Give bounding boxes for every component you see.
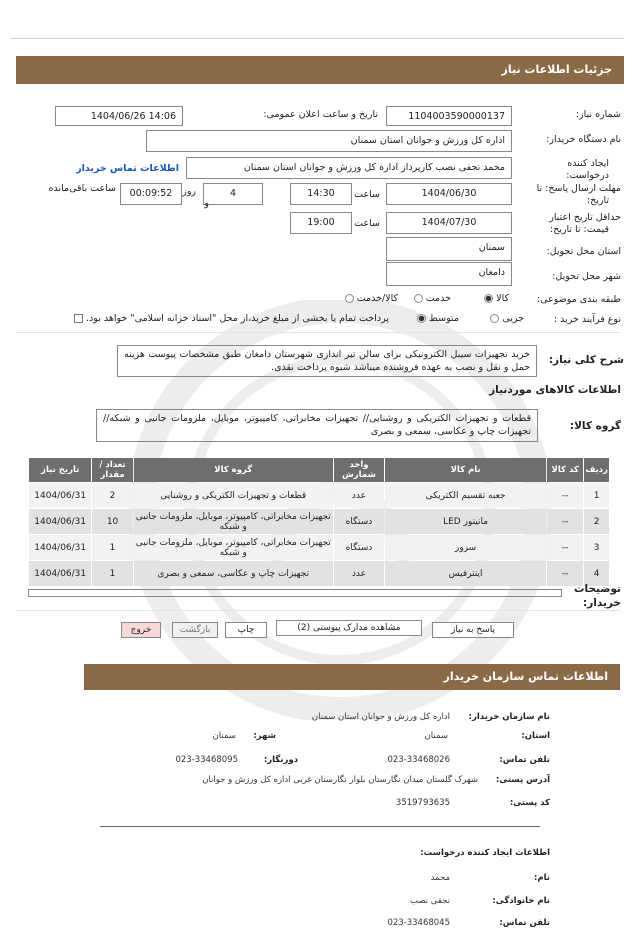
cell-row: 1: [584, 483, 609, 508]
cell-date: 1404/06/31: [29, 561, 91, 586]
back-button[interactable]: بازگشت: [172, 622, 218, 638]
cell-group: تجهیزات چاپ و عکاسی، سمعی و بصری: [134, 561, 333, 586]
print-button[interactable]: چاپ: [225, 622, 267, 638]
col-unit: واحد شمارش: [334, 458, 384, 482]
treasury-payment-checkbox[interactable]: [74, 314, 83, 323]
table-row: [29, 483, 609, 508]
goods-group-text: قطعات و تجهیزات الکتریکی و روشنایی// تجهیزات مخابراتی، کامپیوتر، موبایل، ملزومات جانبی و شبکه// تجهیزات چاپ و عکاسی، سمعی و بصری: [96, 409, 538, 442]
goods-group-label: گروه کالا:: [569, 420, 621, 432]
attachments-button[interactable]: مشاهده مدارک پیوستی (2): [276, 620, 422, 636]
contact-address-value: شهرک گلستان میدان نگارستان بلوار نگارستان غربی اداره کل ورزش و جوانان: [202, 775, 478, 785]
province-label: استان محل تحویل:: [546, 246, 621, 257]
items-table-wrap: [28, 457, 610, 587]
cell-unit: عدد: [334, 561, 384, 586]
creator-phone-label: تلفن تماس:: [499, 918, 550, 928]
col-group: گروه کالا: [134, 458, 333, 482]
validity-label-2: قیمت: تا تاریخ:: [549, 224, 609, 235]
need-number-field: 1104003590000137: [386, 106, 512, 126]
contact-city-value: سمنان: [212, 731, 236, 741]
category-option-both-label: کالا/خدمت: [356, 293, 398, 304]
days-label: روز: [182, 186, 196, 197]
section-divider: [16, 332, 620, 333]
col-date: تاریخ نیاز: [29, 458, 91, 482]
buyer-org-field: اداره کل ورزش و جوانان استان سمنان: [146, 130, 512, 152]
cell-code: --: [547, 535, 583, 560]
remaining-time-label: ساعت باقی‌مانده: [48, 183, 116, 194]
cell-group: تجهیزات مخابراتی، کامپیوتر، موبایل، ملزومات جانبی و شبکه: [134, 535, 333, 560]
cell-name: سرور: [385, 535, 546, 560]
province-field: سمنان: [386, 237, 512, 261]
reply-deadline-label-1: مهلت ارسال پاسخ: تا: [536, 183, 621, 194]
reply-date-field: 1404/06/30: [386, 183, 512, 205]
buyer-notes-label-2: خریدار:: [583, 597, 621, 609]
city-label: شهر محل تحویل:: [552, 271, 621, 282]
creator-last-name-value: نجفی نصب: [409, 896, 450, 906]
announce-field: 1404/06/26 14:06: [55, 106, 183, 126]
reply-time-label: ساعت: [354, 189, 380, 200]
contact-postal-label: کد پستی:: [509, 798, 550, 808]
goods-info-title: اطلاعات کالاهای موردنیاز: [489, 384, 621, 396]
table-row: [29, 509, 609, 534]
top-divider: [10, 38, 624, 39]
table-row: [29, 561, 609, 586]
contact-org-value: اداره کل ورزش و جوانان استان سمنان: [311, 712, 450, 722]
col-code: کد کالا: [547, 458, 583, 482]
cell-qty: 1: [92, 535, 132, 560]
process-option-minor-label: جزیی: [502, 313, 524, 324]
process-option-minor[interactable]: [490, 313, 524, 324]
category-option-goods-label: کالا: [496, 293, 509, 304]
buyer-notes-label-1: توضیحات: [573, 583, 621, 595]
contact-org-label: نام سازمان خریدار:: [468, 712, 550, 722]
creator-first-name-label: نام:: [533, 873, 550, 883]
table-header-row: [29, 458, 609, 482]
col-name: نام کالا: [385, 458, 546, 482]
cell-group: قطعات و تجهیزات الکتریکی و روشنایی: [134, 483, 333, 508]
contact-divider: [100, 826, 540, 827]
contact-city-label: شهر:: [253, 731, 276, 741]
days-remaining-field: 4: [203, 183, 263, 205]
reply-time-field: 14:30: [290, 183, 352, 205]
category-radio-both[interactable]: [345, 294, 354, 303]
summary-text: خرید تجهیزات سیبل الکترونیکی برای سالن تیر اندازی شهرستان دامغان طبق مشخصات پیوست هزینه حمل و نقل و نصب به عهده فروشنده میباشد شیوه پرداخت نقدی.: [117, 345, 537, 377]
contact-province-label: استان:: [521, 731, 550, 741]
cell-qty: 2: [92, 483, 132, 508]
contact-province-value: سمنان: [424, 731, 448, 741]
items-table: [28, 457, 610, 587]
category-option-service[interactable]: [414, 293, 451, 304]
contact-phone-label: تلفن تماس:: [499, 755, 550, 765]
category-radio-service[interactable]: [414, 294, 423, 303]
cell-date: 1404/06/31: [29, 483, 91, 508]
contact-section-header: اطلاعات تماس سازمان خریدار: [84, 664, 620, 690]
creator-first-name-value: محمد: [430, 873, 450, 883]
need-number-label: شماره نیاز:: [575, 109, 621, 120]
creator-info-title: اطلاعات ایجاد کننده درخواست:: [420, 848, 550, 858]
category-option-both[interactable]: [345, 293, 398, 304]
category-radio-goods[interactable]: [484, 294, 493, 303]
cell-row: 2: [584, 509, 609, 534]
validity-date-field: 1404/07/30: [386, 212, 512, 234]
buyer-notes-field: [28, 589, 562, 597]
creator-last-name-label: نام خانوادگی:: [492, 896, 550, 906]
cell-row: 4: [584, 561, 609, 586]
category-option-goods[interactable]: [484, 293, 509, 304]
exit-button[interactable]: خروج: [121, 622, 161, 638]
creator-field: محمد نجفی نصب کارپرداز اداره کل ورزش و جوانان استان سمنان: [186, 157, 512, 179]
contact-postal-value: 3519793635: [395, 798, 450, 808]
reply-button[interactable]: پاسخ به نیاز: [432, 622, 514, 638]
announce-label: تاریخ و ساعت اعلان عمومی:: [263, 109, 378, 120]
buyer-org-label: نام دستگاه خریدار:: [546, 134, 621, 145]
summary-label: شرح کلی نیاز:: [548, 354, 624, 366]
notes-divider: [16, 610, 620, 611]
contact-fax-value: 023-33468095: [175, 755, 238, 765]
city-field: دامغان: [386, 262, 512, 286]
validity-time-field: 19:00: [290, 212, 352, 234]
buyer-contact-link[interactable]: اطلاعات تماس خریدار: [76, 163, 179, 174]
cell-name: جعبه تقسیم الکتریکی: [385, 483, 546, 508]
validity-time-label: ساعت: [354, 218, 380, 229]
category-label: طبقه بندی موضوعی:: [536, 294, 621, 305]
creator-phone-value: 023-33468045: [387, 918, 450, 928]
cell-row: 3: [584, 535, 609, 560]
treasury-payment-note: پرداخت تمام یا بخشی از مبلغ خرید،از محل "اسناد خزانه اسلامی" خواهد بود.: [86, 313, 389, 324]
process-radio-medium[interactable]: [417, 314, 426, 323]
cell-unit: دستگاه: [334, 509, 384, 534]
contact-fax-label: دورنگار:: [263, 755, 298, 765]
page-header: جزئیات اطلاعات نیاز: [16, 56, 624, 84]
reply-deadline-label-2: تاریخ:: [586, 195, 609, 206]
creator-label-1: ایجاد کننده: [567, 158, 609, 169]
col-row: ردیف: [584, 458, 609, 482]
contact-phone-value: 023-33468026: [387, 755, 450, 765]
col-qty: تعداد / مقدار: [92, 458, 132, 482]
process-option-medium[interactable]: [417, 313, 459, 324]
process-radio-minor[interactable]: [490, 314, 499, 323]
cell-date: 1404/06/31: [29, 535, 91, 560]
cell-qty: 10: [92, 509, 132, 534]
creator-label-2: درخواست:: [566, 170, 609, 181]
cell-unit: عدد: [334, 483, 384, 508]
contact-address-label: آدرس پستی:: [495, 775, 550, 785]
cell-unit: دستگاه: [334, 535, 384, 560]
cell-name: مانیتور LED: [385, 509, 546, 534]
remaining-time-field: 00:09:52: [120, 183, 182, 205]
cell-code: --: [547, 509, 583, 534]
cell-qty: 1: [92, 561, 132, 586]
process-option-medium-label: متوسط: [429, 313, 459, 324]
table-row: [29, 535, 609, 560]
and-label: و: [204, 198, 209, 209]
validity-label-1: حداقل تاریخ اعتبار: [549, 212, 621, 223]
cell-group: تجهیزات مخابراتی، کامپیوتر، موبایل، ملزومات جانبی و شبکه: [134, 509, 333, 534]
cell-name: اینترفیس: [385, 561, 546, 586]
cell-code: --: [547, 561, 583, 586]
category-option-service-label: خدمت: [425, 293, 451, 304]
cell-code: --: [547, 483, 583, 508]
process-label: نوع فرآیند خرید :: [553, 314, 621, 325]
cell-date: 1404/06/31: [29, 509, 91, 534]
treasury-payment-option[interactable]: [74, 313, 389, 324]
